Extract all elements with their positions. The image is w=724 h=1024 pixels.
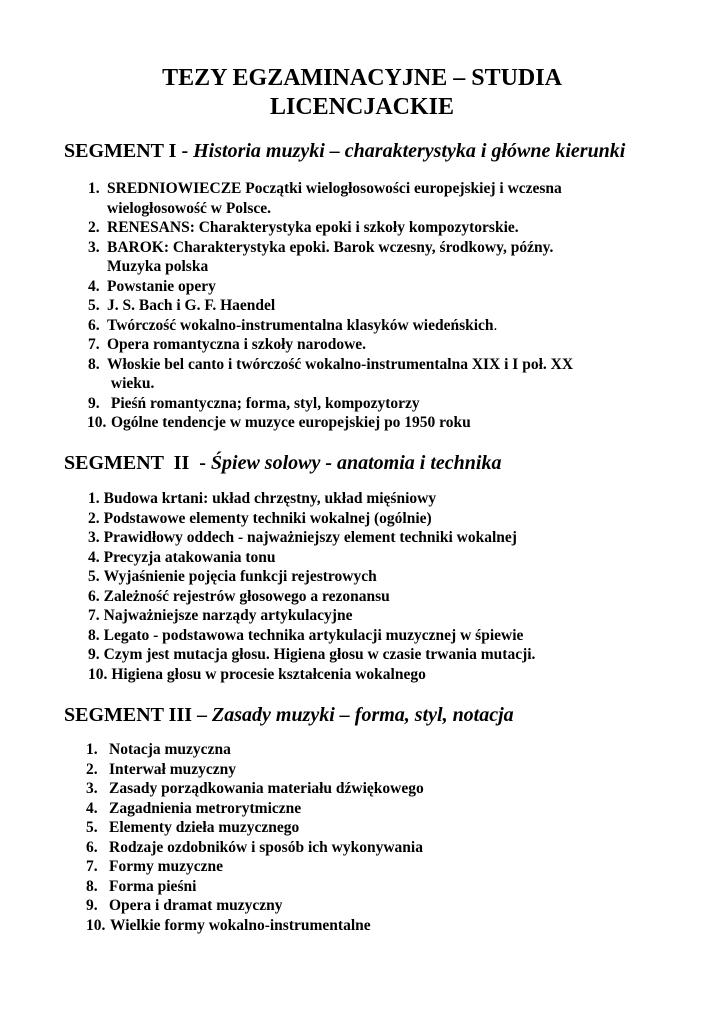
list-item-number: 9. [88,646,100,663]
list-item [86,896,646,916]
segment-2-label: SEGMENT II - [64,452,211,474]
list-item-number: 8. [88,355,100,373]
list-item-number: 3. [88,238,100,256]
list-item-text: Opera romantyczna i szkoły narodowe. [107,336,367,353]
list-item-number: 9. [88,394,100,412]
list-item-number: 4. [86,799,98,817]
list-item-text: J. S. Bach i G. F. Haendel [107,297,276,314]
list-item [88,316,648,336]
list-item-number: 3. [86,780,98,797]
list-item [86,760,646,780]
list-item-text: RENESANS: Charakterystyka epoki i szkoły kompozytorskie. [107,219,519,236]
list-item-text: Pieśń romantyczna; forma, styl, kompozytorzy [107,394,420,412]
list-item-text: Interwał muzyczny [109,760,236,778]
segment-2-subtitle: Śpiew solowy - anatomia i technika [210,452,502,474]
list-item [88,296,648,316]
segment-2-heading [64,451,501,475]
list-item-text: Precyzja atakowania tonu [103,548,276,566]
list-item-number: 7. [86,858,98,875]
list-item-number: 10. [88,665,108,683]
list-item-number: 4. [88,548,100,566]
list-item [86,740,646,760]
segment-1-subtitle: Historia muzyki – charakterystyka i główne kierunki [193,140,626,162]
list-item-number: 1. [88,180,100,197]
list-item [88,277,648,297]
list-item [88,509,668,529]
list-item-number: 10. [87,414,107,431]
list-item [88,413,648,433]
list-item [88,528,668,548]
list-item [88,489,668,509]
list-item-text: Włoskie bel canto i twórczość wokalno-instrumentalna XIX i I poł. XX [107,355,574,373]
list-item-number: 8. [88,626,100,644]
list-item [88,665,668,685]
list-item-number: 3. [88,529,100,546]
list-item-text: BAROK: Charakterystyka epoki. Barok wczesny, środkowy, późny. [107,238,554,256]
list-item-text: Budowa krtani: układ chrzęstny, układ mięśniowy [103,490,437,507]
list-item [86,877,646,897]
list-item-text: Powstanie opery [107,277,216,295]
list-item [86,857,646,877]
list-item-text-continued: wielogłosowość w Polsce. [107,199,272,217]
document-title [0,64,724,122]
list-item-number: 9. [86,897,98,914]
document-title-line-2: LICENCJACKIE [269,94,455,120]
list-item-text: Rodzaje ozdobników i sposób ich wykonywania [109,838,423,856]
list-item-number: 2. [86,760,98,778]
list-item-number: 6. [88,316,100,334]
list-item-text: Podstawowe elementy techniki wokalnej (ogólnie) [103,509,432,527]
list-item [88,238,648,277]
list-item-number: 2. [88,509,100,527]
list-item [86,838,646,858]
list-item-number: 5. [88,297,100,314]
list-item [88,606,668,626]
list-item-text: Elementy dzieła muzycznego [109,819,300,836]
segment-1-list [88,179,648,433]
list-item-text: Ogólne tendencje w muzyce europejskiej po 1950 roku [111,414,471,431]
list-item [88,548,668,568]
list-item-text: Higiena głosu w procesie kształcenia wokalnego [111,665,426,683]
list-item-number: 1. [88,490,100,507]
list-item [86,818,646,838]
list-item-text: Czym jest mutacja głosu. Higiena głosu w czasie trwania mutacji. [103,646,536,663]
list-item [88,567,668,587]
list-item [88,335,648,355]
segment-3-subtitle: Zasady muzyki – forma, styl, notacja [212,704,514,726]
segment-1-heading [64,139,625,163]
list-item-number: 1. [86,741,98,758]
list-item-number: 10. [86,916,106,934]
list-item-text: Twórczość wokalno-instrumentalna klasyków wiedeńskich [107,316,494,334]
list-item-text: Formy muzyczne [109,858,224,875]
segment-1-label: SEGMENT I - [64,140,194,162]
list-item [88,218,648,238]
list-item-text: Wielkie formy wokalno-instrumentalne [110,916,371,934]
list-item-text: Zagadnienia metrorytmiczne [109,799,302,817]
list-item-text: Legato - podstawowa technika artykulacji muzycznej w śpiewie [103,626,524,644]
list-item-number: 5. [86,819,98,836]
list-item [88,394,648,414]
list-item-text: Zasady porządkowania materiału dźwiękowego [109,780,424,797]
list-item [88,645,668,665]
list-item-text: Zależność rejestrów głosowego a rezonansu [103,587,390,605]
list-item [86,779,646,799]
segment-3-list [86,740,646,935]
list-item-text: Notacja muzyczna [109,741,231,758]
segment-3-heading [64,703,514,727]
list-item-number: 7. [88,607,100,624]
list-item [88,355,648,394]
list-item-number: 8. [86,877,98,895]
list-item-text-continued: Muzyka polska [107,258,209,275]
list-item-number: 6. [88,587,100,605]
list-item [88,179,648,218]
list-item-number: 6. [86,838,98,856]
list-item-text: SREDNIOWIECZE Początki wielogłosowości europejskiej i wczesna [107,180,562,197]
list-item [88,587,668,607]
list-item-text: Najważniejsze narządy artykulacyjne [103,607,353,624]
list-item-number: 4. [88,277,100,295]
list-item-text-continued: wieku. [107,375,155,392]
segment-2-list [88,489,668,684]
list-item-number: 5. [88,568,100,585]
list-item-text: Wyjaśnienie pojęcia funkcji rejestrowych [103,568,377,585]
list-item-text: Prawidłowy oddech - najważniejszy element techniki wokalnej [103,529,517,546]
list-item-number: 2. [88,219,100,236]
list-item-trailing-period: . [493,316,498,334]
list-item [86,799,646,819]
document-title-line-1: TEZY EGZAMINACYJNE – STUDIA [162,65,562,91]
list-item-number: 7. [88,336,100,353]
list-item-text: Opera i dramat muzyczny [109,897,283,914]
list-item-text: Forma pieśni [109,877,197,895]
list-item [86,916,646,936]
list-item [88,626,668,646]
segment-3-label: SEGMENT III – [64,704,213,726]
